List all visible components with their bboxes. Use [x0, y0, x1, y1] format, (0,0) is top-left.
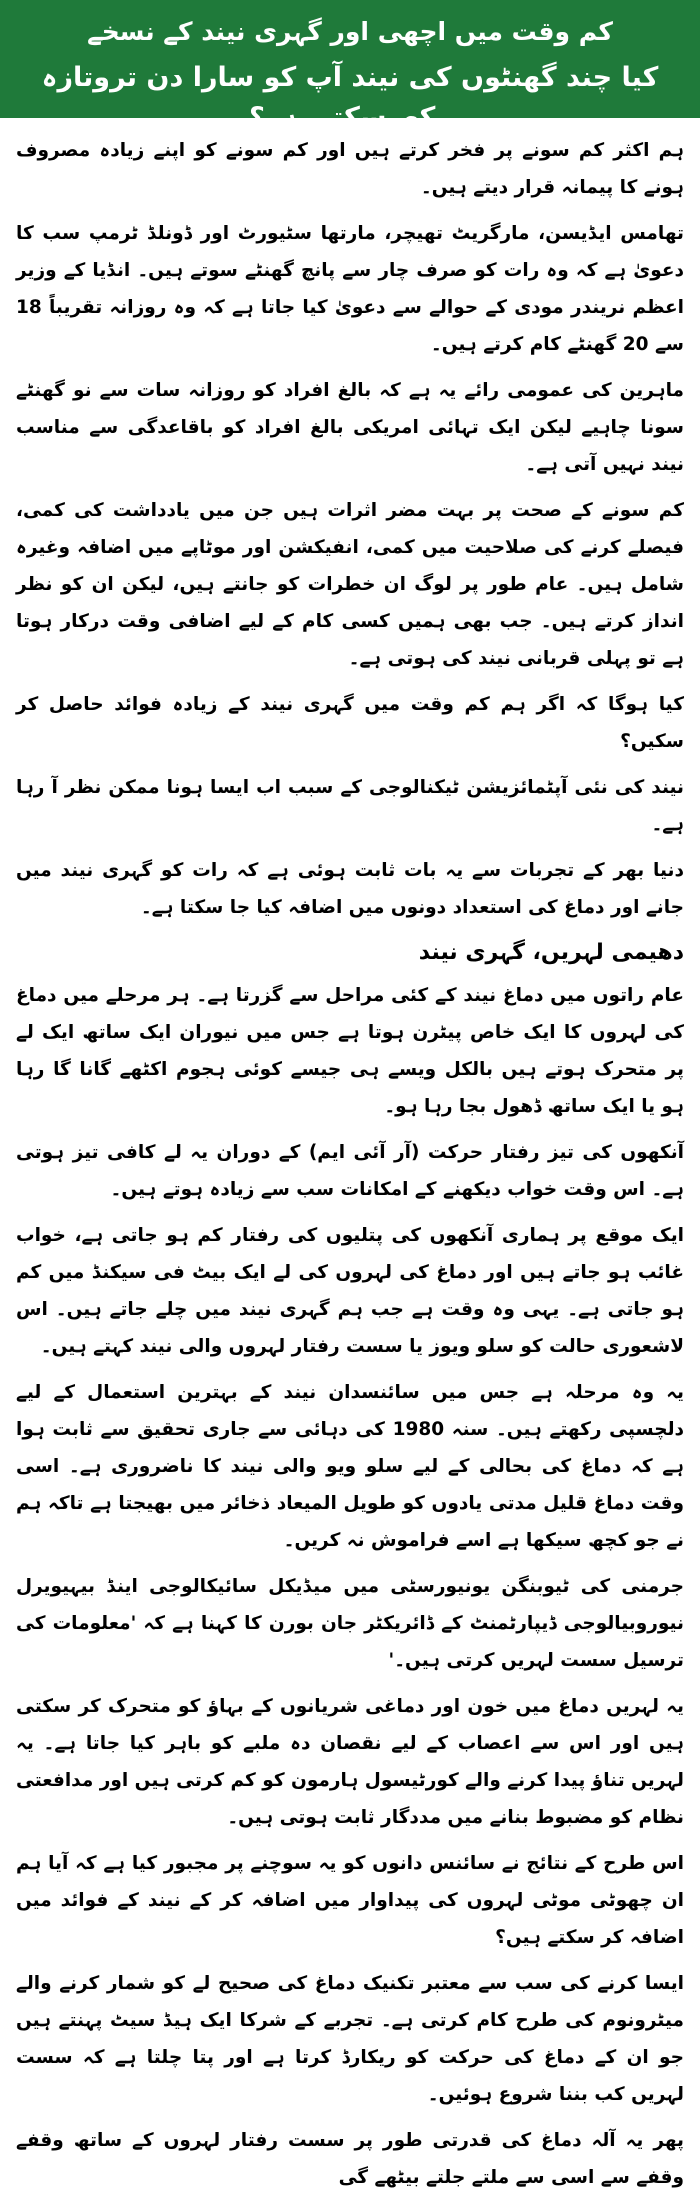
article-paragraph: تھامس ایڈیسن، مارگریٹ تھیچر، مارتھا سٹیورٹ اور ڈونلڈ ٹرمپ سب کا دعویٰ ہے کہ وہ رات کو صرف چار سے پانچ گھنٹے سوتے ہیں۔ انڈیا کے وزیر اعظم نریندر مودی کے حوالے سے دعویٰ کیا جاتا ہے کہ وہ روزانہ تقریباً 18 سے 20 گھنٹے کام کرتے ہیں۔: [16, 223, 684, 355]
section-paragraph: یہ وہ مرحلہ ہے جس میں سائنسدان نیند کے بہترین استعمال کے لیے دلچسپی رکھتے ہیں۔ سنہ 1980 کی دہائی سے جاری تحقیق سے ثابت ہوا ہے کہ دماغ کی بحالی کے لیے سلو ویو والی نیند کا ناضروری ہے۔ اسی وقت دماغ قلیل مدتی یادوں کو طویل المیعاد ذخائر میں بھیجتا ہے تاکہ ہم نے جو کچھ سیکھا ہے اسے فراموش نہ کریں۔: [16, 1382, 685, 1551]
article-paragraph: ہم اکثر کم سونے پر فخر کرتے ہیں اور کم سونے کو اپنے زیادہ مصروف ہونے کا پیمانہ قرار دیتے ہیں۔: [16, 140, 684, 198]
section-paragraph: ایسا کرنے کی سب سے معتبر تکنیک دماغ کی صحیح لے کو شمار کرنے والے میٹرونوم کی طرح کام کرتی ہے۔ تجربے کے شرکا ایک ہیڈ سیٹ پہنتے ہیں جو ان کے دماغ کی حرکت کو ریکارڈ کرتا ہے اور پتا چلتا ہے کہ سست لہریں کب بننا شروع ہوئیں۔: [16, 1973, 684, 2105]
section-paragraph: جرمنی کی ٹیوبنگن یونیورسٹی میں میڈیکل سائیکالوجی اینڈ بیہیویرل نیوروبیالوجی ڈیپارٹمنٹ کے ڈائریکٹر جان بورن کا کہنا ہے کہ 'معلومات کی ترسیل سست لہریں کرتی ہیں۔': [16, 1576, 684, 1671]
article-subtitle: کیا چند گھنٹوں کی نیند آپ کو سارا دن تروتازہ رکھ سکتی ہے؟: [41, 62, 659, 133]
section-heading: دھیمی لہریں، گہری نیند: [418, 940, 684, 965]
article-body: [0, 118, 700, 2196]
article-paragraph: دنیا بھر کے تجربات سے یہ بات ثابت ہوئی ہے کہ رات کو گہری نیند میں جانے اور دماغ کی استعداد دونوں میں اضافہ کیا جا سکتا ہے۔: [16, 860, 684, 918]
section-paragraph: اس طرح کے نتائج نے سائنس دانوں کو یہ سوچنے پر مجبور کیا ہے کہ آیا ہم ان چھوٹی موٹی لہروں کی پیداوار میں اضافہ کر کے نیند کے فوائد میں اضافہ کر سکتے ہیں؟: [16, 1853, 684, 1948]
article-title: کم وقت میں اچھی اور گہری نیند کے نسخے: [87, 17, 613, 46]
article-header: [0, 0, 700, 133]
article-paragraph: نیند کی نئی آپٹمائزیشن ٹیکنالوجی کے سبب اب ایسا ہونا ممکن نظر آ رہا ہے۔: [16, 777, 684, 835]
article-paragraph: کیا ہوگا کہ اگر ہم کم وقت میں گہری نیند کے زیادہ فوائد حاصل کر سکیں؟: [16, 694, 684, 752]
section-paragraph: یہ لہریں دماغ میں خون اور دماغی شریانوں کے بہاؤ کو متحرک کر سکتی ہیں اور اس سے اعصاب کے لیے نقصان دہ ملبے کو باہر کیا جاتا ہے۔ یہ لہریں تناؤ پیدا کرنے والے کورٹیسول ہارمون کو کم کرتی ہیں اور مدافعتی نظام کو مضبوط بنانے میں مددگار ثابت ہوتی ہیں۔: [16, 1696, 685, 1828]
article-paragraph: کم سونے کے صحت پر بہت مضر اثرات ہیں جن میں یادداشت کی کمی، فیصلے کرنے کی صلاحیت میں کمی، انفیکشن اور موٹاپے میں اضافہ وغیرہ شامل ہیں۔ عام طور پر لوگ ان خطرات کو جانتے ہیں، لیکن ان کو نظر انداز کرتے ہیں۔ جب بھی ہمیں کسی کام کے لیے اضافی وقت درکار ہوتا ہے تو پہلی قربانی نیند کی ہوتی ہے۔: [16, 500, 684, 669]
article-paragraph: ماہرین کی عمومی رائے یہ ہے کہ بالغ افراد کو روزانہ سات سے نو گھنٹے سونا چاہیے لیکن ایک تہائی امریکی بالغ افراد کو باقاعدگی سے مناسب نیند نہیں آتی ہے۔: [16, 380, 684, 475]
section-paragraph: ایک موقع پر ہماری آنکھوں کی پتلیوں کی رفتار کم ہو جاتی ہے، خواب غائب ہو جاتے ہیں اور دماغ کی لہروں کی لے ایک بیٹ فی سیکنڈ میں کم ہو جاتی ہے۔ یہی وہ وقت ہے جب ہم گہری نیند میں چلے جاتے ہیں۔ اس لاشعوری حالت کو سلو ویوز یا سست رفتار لہروں والی نیند کہتے ہیں۔: [16, 1225, 684, 1357]
section-paragraph: پھر یہ آلہ دماغ کی قدرتی طور پر سست رفتار لہروں کے ساتھ وقفے وقفے سے اسی سے ملتے جلتے بیٹھے گی: [16, 2130, 684, 2188]
section-paragraph: آنکھوں کی تیز رفتار حرکت (آر آئی ایم) کے دوران یہ لے کافی تیز ہوتی ہے۔ اس وقت خواب دیکھنے کے امکانات سب سے زیادہ ہوتے ہیں۔: [16, 1142, 684, 1200]
section-paragraph: عام راتوں میں دماغ نیند کے کئی مراحل سے گزرتا ہے۔ ہر مرحلے میں دماغ کی لہروں کا ایک خاص پیٹرن ہوتا ہے جس میں نیوران ایک ساتھ ایک لے پر متحرک ہوتے ہیں بالکل ویسے ہی جیسے کوئی ہجوم اکٹھے گانا گا رہا ہو یا ایک ساتھ ڈھول بجا رہا ہو۔: [16, 985, 684, 1117]
